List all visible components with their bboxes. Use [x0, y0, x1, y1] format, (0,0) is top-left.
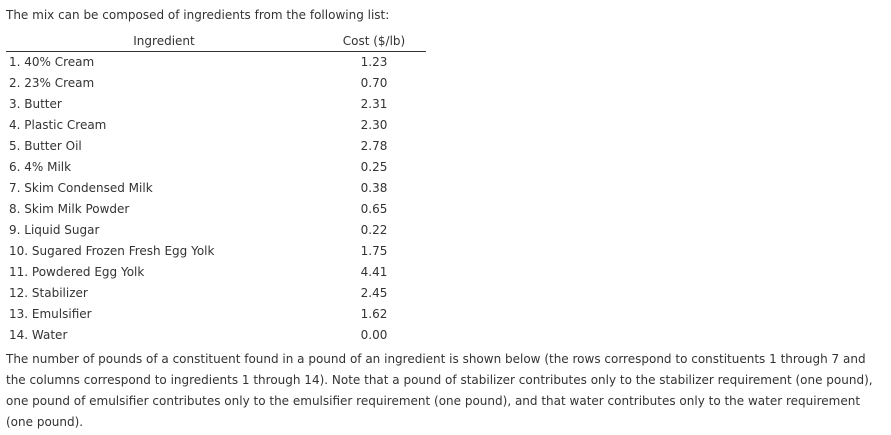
table-row — [6, 199, 426, 220]
ingredient-cost: 0.00 — [360, 328, 388, 342]
table-row — [6, 94, 426, 115]
ingredient-name: 1. 40% Cream — [9, 55, 95, 69]
ingredient-cost: 0.38 — [360, 181, 388, 195]
ingredient-name: 8. Skim Milk Powder — [9, 202, 130, 216]
table-row — [6, 304, 426, 325]
ingredient-name: 6. 4% Milk — [9, 160, 72, 174]
ingredient-cost: 4.41 — [360, 265, 388, 279]
ingredient-cost-table — [6, 32, 426, 346]
table-row — [6, 157, 426, 178]
ingredient-cost: 1.62 — [360, 307, 388, 321]
ingredient-cost: 2.78 — [360, 139, 388, 153]
ingredient-cost: 0.25 — [360, 160, 388, 174]
ingredient-name: 3. Butter — [9, 97, 62, 111]
ingredient-cost: 0.70 — [360, 76, 388, 90]
table-row — [6, 178, 426, 199]
ingredient-name: 4. Plastic Cream — [9, 118, 107, 132]
table-row — [6, 52, 426, 74]
ingredient-cost: 2.31 — [360, 97, 388, 111]
table-header-row — [6, 32, 426, 52]
ingredient-name: 10. Sugared Frozen Fresh Egg Yolk — [9, 244, 215, 258]
table-row — [6, 283, 426, 304]
table-row — [6, 325, 426, 346]
ingredient-cost: 2.30 — [360, 118, 388, 132]
ingredient-name: 2. 23% Cream — [9, 76, 95, 90]
table-row — [6, 73, 426, 94]
table-row — [6, 136, 426, 157]
ingredient-name: 7. Skim Condensed Milk — [9, 181, 153, 195]
table-row — [6, 262, 426, 283]
intro-text: The mix can be composed of ingredients from the following list: — [6, 8, 390, 22]
table-row — [6, 241, 426, 262]
ingredient-cost: 0.65 — [360, 202, 388, 216]
ingredient-cost: 1.23 — [360, 55, 388, 69]
ingredient-name: 13. Emulsifier — [9, 307, 92, 321]
ingredient-name: 11. Powdered Egg Yolk — [9, 265, 145, 279]
ingredient-name: 12. Stabilizer — [9, 286, 88, 300]
constituent-note-paragraph: The number of pounds of a constituent found in a pound of an ingredient is shown below (the rows correspond to constituents 1 through 7 and the columns correspond to ingredients 1 through 14). Note that a pound of stabilizer contributes only to the stabilizer requirement (one pound), one pound of emulsifier contributes only to the emulsifier requirement (one pound), and that water contributes only to the water requirement (one pound). — [6, 352, 873, 429]
header-cost: Cost ($/lb) — [322, 32, 426, 52]
header-ingredient: Ingredient — [6, 32, 322, 52]
ingredient-cost: 1.75 — [360, 244, 388, 258]
ingredient-cost: 2.45 — [360, 286, 388, 300]
ingredient-name: 9. Liquid Sugar — [9, 223, 100, 237]
ingredient-cost: 0.22 — [360, 223, 388, 237]
ingredient-name: 14. Water — [9, 328, 68, 342]
table-row — [6, 115, 426, 136]
ingredient-name: 5. Butter Oil — [9, 139, 82, 153]
table-row — [6, 220, 426, 241]
